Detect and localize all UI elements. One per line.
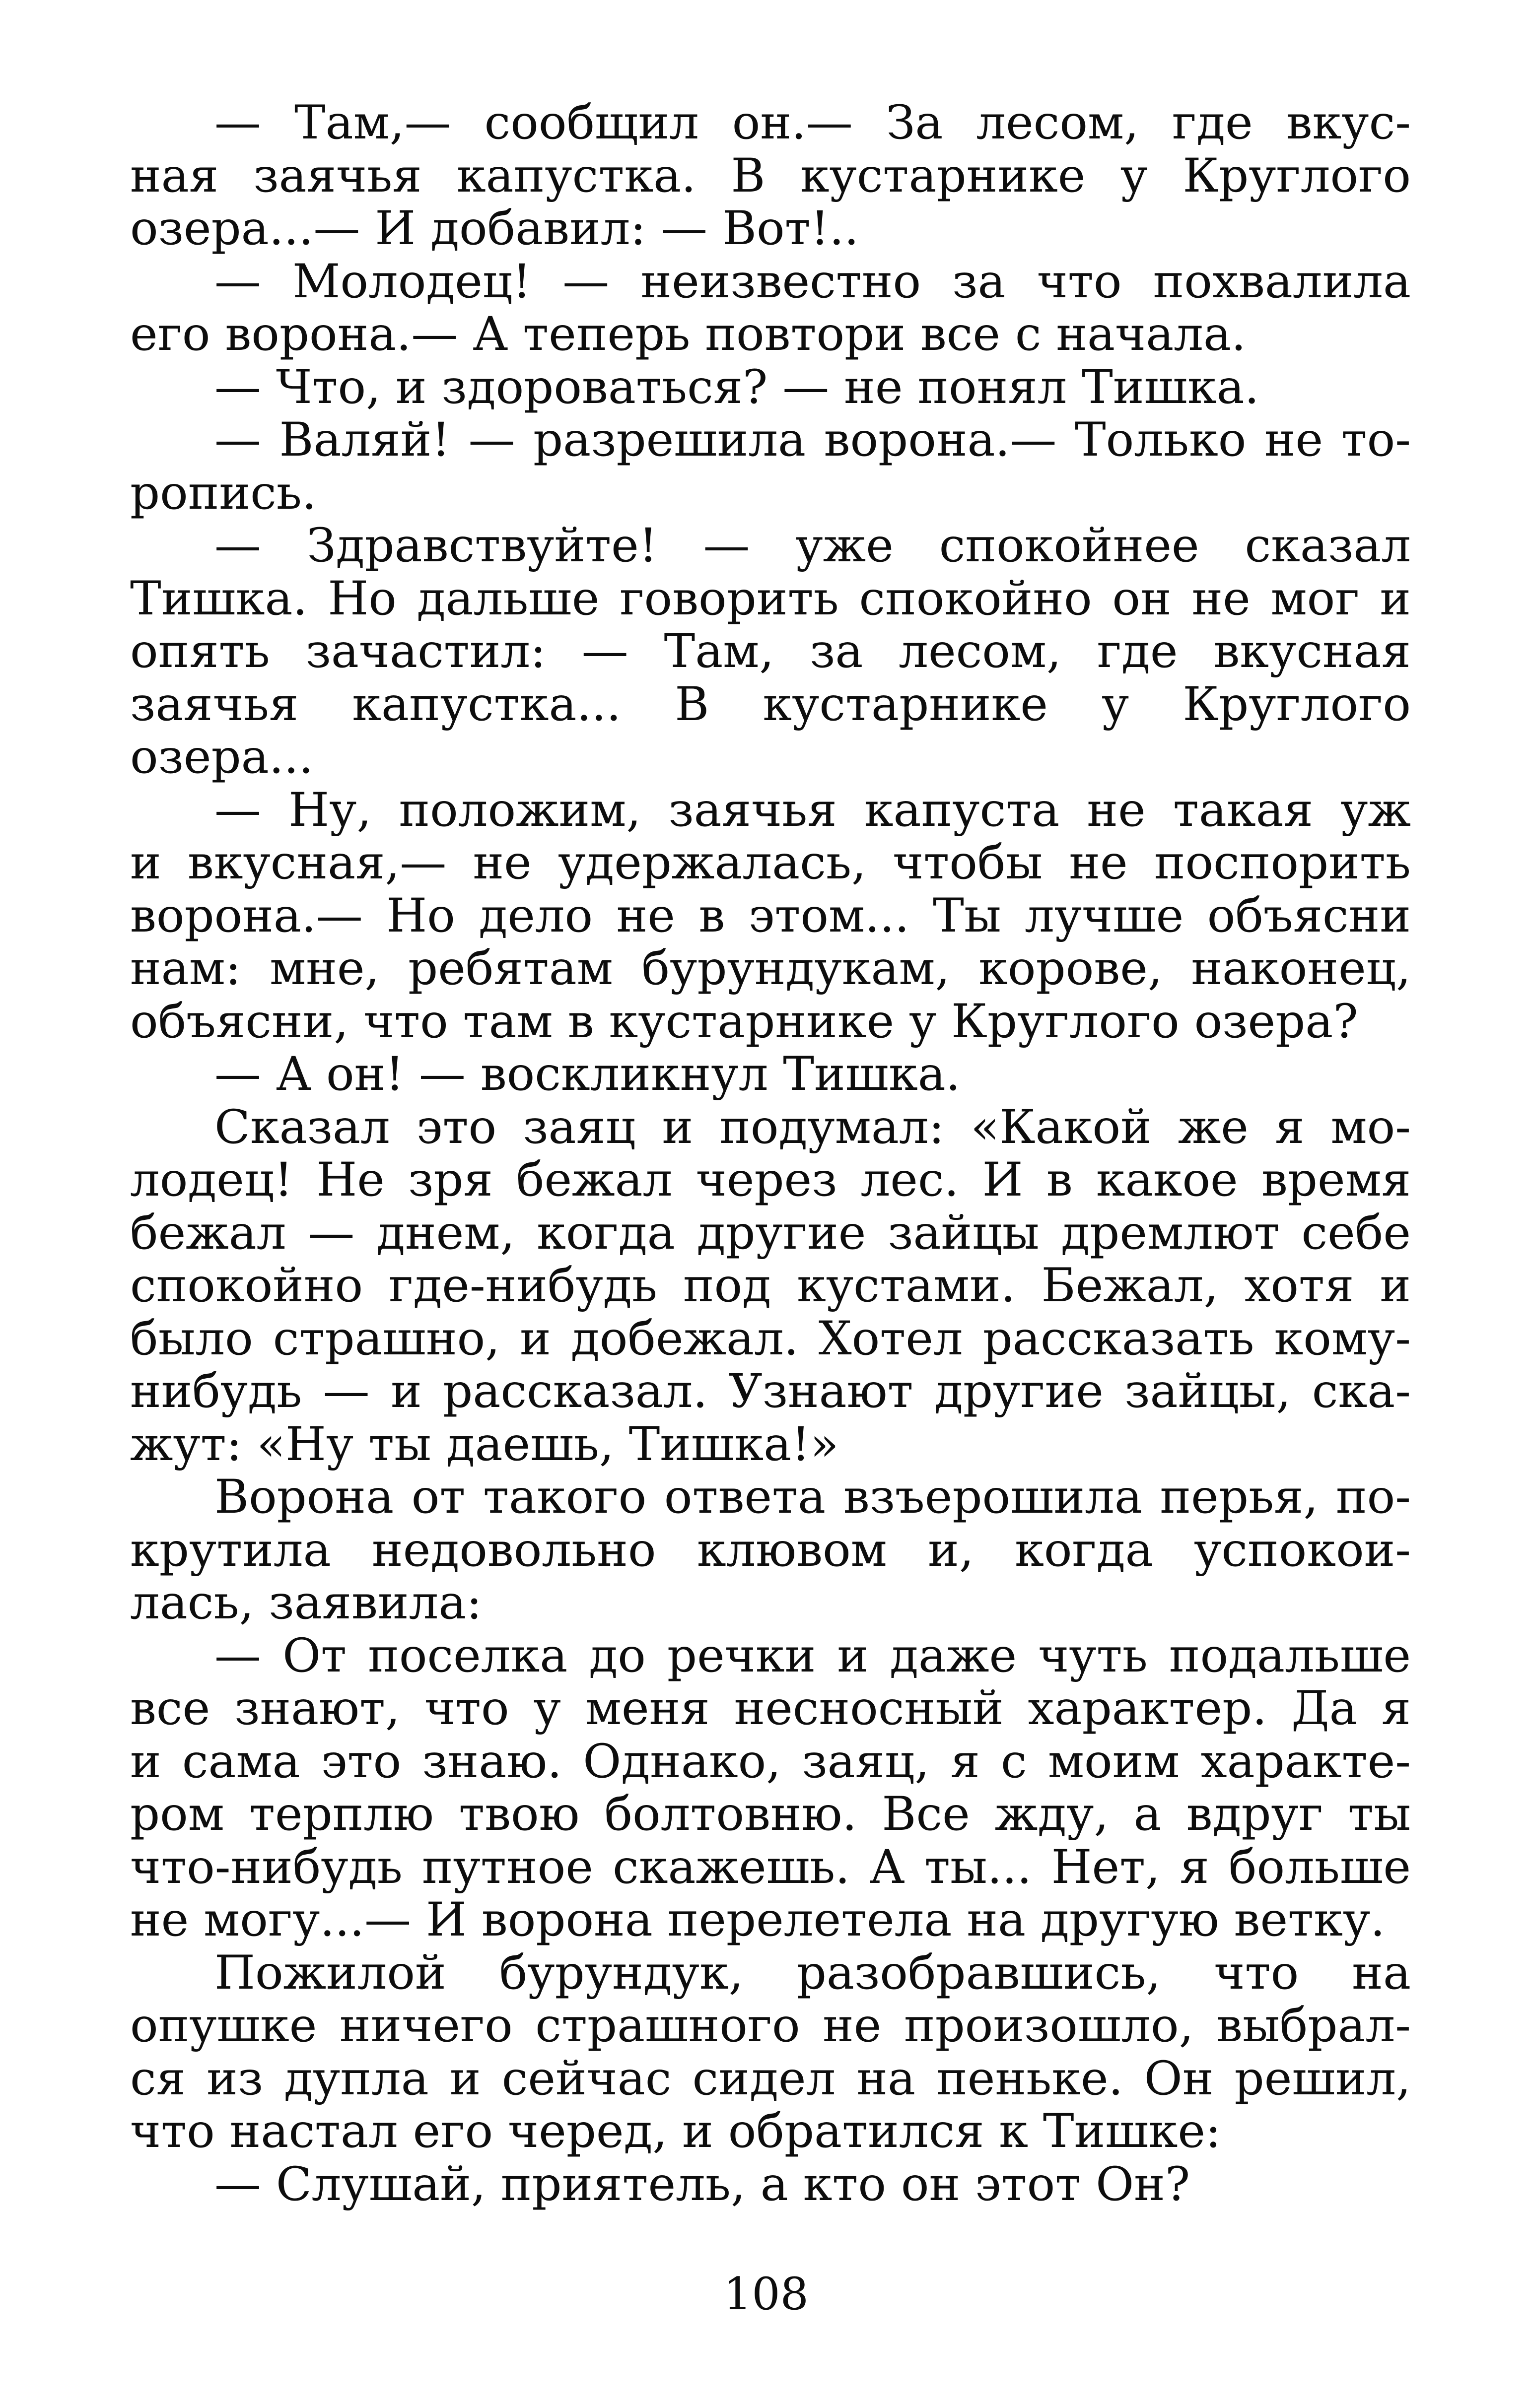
text-line: и сама это знаю. Однако, заяц, я с моим характе- xyxy=(130,1735,1411,1788)
text-line: ропись. xyxy=(130,467,317,520)
text-line: Ворона от такого ответа взъерошила перья, по- xyxy=(214,1471,1411,1524)
text-line: ная заячья капустка. В кустарнике у Круглого xyxy=(130,149,1411,202)
text-line: не могу...— И ворона перелетела на другую ветку. xyxy=(130,1894,1386,1947)
text-line: — Слушай, приятель, а кто он этот Он? xyxy=(214,2158,1190,2211)
text-line: — Ну, положим, заячья капуста не такая уж xyxy=(214,784,1411,837)
text-line: озера...— И добавил: — Вот!.. xyxy=(130,202,859,256)
text-line: нибудь — и рассказал. Узнают другие зайцы, ска- xyxy=(130,1365,1411,1418)
text-line: — А он! — воскликнул Тишка. xyxy=(214,1048,961,1101)
text-line: спокойно где-нибудь под кустами. Бежал, хотя и xyxy=(130,1260,1411,1313)
text-line: Тишка. Но дальше говорить спокойно он не мог и xyxy=(130,572,1411,625)
text-line: объясни, что там в кустарнике у Круглого озера? xyxy=(130,995,1358,1048)
text-line: Пожилой бурундук, разобравшись, что на xyxy=(214,1946,1411,2000)
text-line: что-нибудь путное скажешь. А ты... Нет, я больше xyxy=(130,1841,1411,1894)
text-line: ром терплю твою болтовню. Все жду, а вдруг ты xyxy=(130,1788,1411,1841)
text-line: ся из дупла и сейчас сидел на пеньке. Он решил, xyxy=(130,2052,1411,2105)
book-page-text xyxy=(130,97,1411,2380)
text-line: его ворона.— А теперь повтори все с начала. xyxy=(130,308,1246,361)
text-line: лодец! Не зря бежал через лес. И в какое время xyxy=(130,1154,1411,1207)
text-line: нам: мне, ребятам бурундукам, корове, наконец, xyxy=(130,942,1411,996)
text-line: Сказал это заяц и подумал: «Какой же я мо- xyxy=(214,1101,1411,1154)
text-line: бежал — днем, когда другие зайцы дремлют себе xyxy=(130,1206,1411,1260)
text-line: — Там,— сообщил он.— За лесом, где вкус- xyxy=(214,97,1411,150)
text-line: озера... xyxy=(130,731,314,784)
text-line: и вкусная,— не удержалась, чтобы не поспорить xyxy=(130,837,1411,890)
page-number: 108 xyxy=(723,2268,809,2320)
text-line: опушке ничего страшного не произошло, выбрал- xyxy=(130,2000,1411,2053)
text-line: крутила недовольно клювом и, когда успокои- xyxy=(130,1524,1411,1577)
text-line: заячья капустка... В кустарнике у Круглого xyxy=(130,678,1411,731)
text-line: — Что, и здороваться? — не понял Тишка. xyxy=(214,361,1259,414)
text-line: ворона.— Но дело не в этом... Ты лучше объясни xyxy=(130,889,1411,942)
text-line: — От поселка до речки и даже чуть подальше xyxy=(214,1629,1411,1682)
text-line: все знают, что у меня несносный характер. Да я xyxy=(130,1682,1411,1736)
text-line: что настал его черед, и обратился к Тишке: xyxy=(130,2105,1221,2158)
text-line: — Валяй! — разрешила ворона.— Только не то- xyxy=(214,414,1411,467)
text-line: опять зачастил: — Там, за лесом, где вкусная xyxy=(130,625,1411,678)
text-line: было страшно, и добежал. Хотел рассказать кому- xyxy=(130,1312,1411,1365)
text-line: лась, заявила: xyxy=(130,1577,482,1630)
text-line: жут: «Ну ты даешь, Тишка!» xyxy=(130,1418,839,1471)
text-line: — Молодец! — неизвестно за что похвалила xyxy=(214,255,1411,308)
text-line: — Здравствуйте! — уже спокойнее сказал xyxy=(214,520,1411,573)
